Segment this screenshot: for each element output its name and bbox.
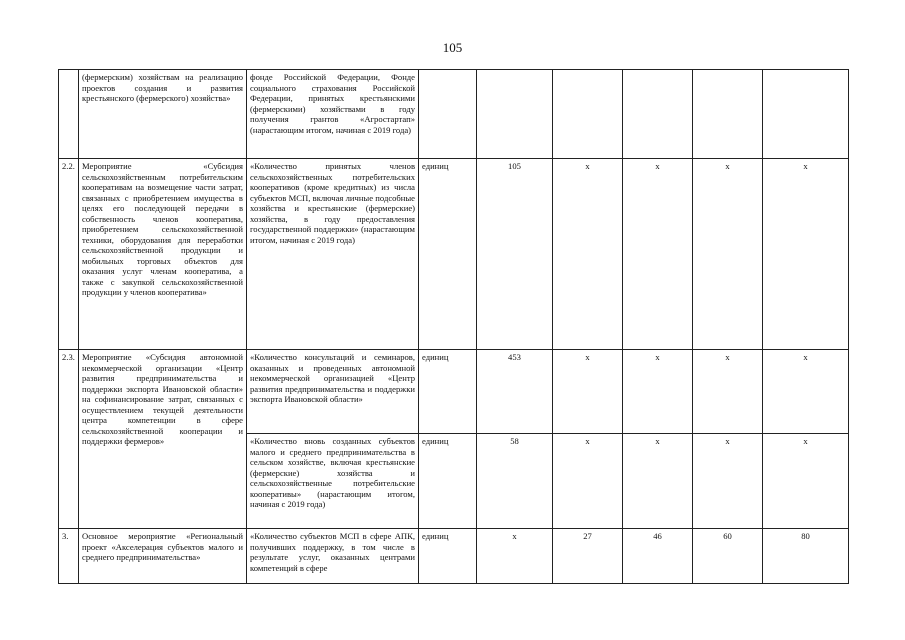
event-cell: Основное мероприятие «Региональный проект «Акселерация субъектов малого и среднего предпринимательства»	[79, 529, 247, 584]
row-number: 2.2.	[59, 159, 79, 350]
value-cell: 105	[477, 159, 553, 350]
value-cell: 453	[477, 350, 553, 434]
page-number: 105	[442, 40, 463, 55]
value-cell: х	[693, 159, 763, 350]
value-cell: х	[763, 159, 849, 350]
event-cell: (фермерским) хозяйствам на реализацию проектов создания и развития крестьянского (фермерского) хозяйства»	[79, 70, 247, 159]
value-cell: х	[763, 350, 849, 434]
value-cell: 80	[763, 529, 849, 584]
value-cell: х	[623, 434, 693, 529]
value-cell: х	[693, 350, 763, 434]
value-cell: х	[477, 529, 553, 584]
value-cell	[553, 70, 623, 159]
value-cell: 60	[693, 529, 763, 584]
value-cell	[477, 70, 553, 159]
value-cell	[763, 70, 849, 159]
unit-cell: единиц	[419, 350, 477, 434]
value-cell: х	[623, 159, 693, 350]
table-row	[59, 529, 849, 584]
event-cell: Мероприятие «Субсидия автономной некоммерческой организации «Центр развития предпринимательства и поддержки экспорта Ивановской области» на софинансирование затрат, связанных с осуществлением текущей деятельности центра компетенции в сфере сельскохозяйственной кооперации и поддержки фермеров»	[79, 350, 247, 529]
table-row	[59, 350, 849, 434]
unit-cell: единиц	[419, 529, 477, 584]
table-row	[59, 70, 849, 159]
value-cell: х	[553, 159, 623, 350]
unit-cell	[419, 70, 477, 159]
event-cell: Мероприятие «Субсидия сельскохозяйственным потребительским кооперативам на возмещение части затрат, связанных с приобретением имущества в целях его последующей передачи в собственность членов кооператива, приобретением сельскохозяйственной техники, оборудования для переработки сельскохозяйственной продукции и мобильных торговых объектов для оказания услуг членам кооператива, а также с закупкой сельскохозяйственной продукции у членов кооператива»	[79, 159, 247, 350]
indicators-table	[58, 69, 849, 584]
unit-cell: единиц	[419, 159, 477, 350]
unit-cell: единиц	[419, 434, 477, 529]
value-cell: х	[623, 350, 693, 434]
indicator-cell: «Количество вновь созданных субъектов малого и среднего предпринимательства в сельском хозяйстве, включая крестьянские (фермерские) хозяйства и сельскохозяйственные потребительские кооперативы» (нарастающим итогом, начиная с 2019 года)	[247, 434, 419, 529]
row-number: 2.3.	[59, 350, 79, 529]
table-row	[59, 159, 849, 350]
value-cell: 27	[553, 529, 623, 584]
row-number: 3.	[59, 529, 79, 584]
value-cell	[623, 70, 693, 159]
value-cell	[693, 70, 763, 159]
indicator-cell: «Количество субъектов МСП в сфере АПК, получивших поддержку, в том числе в результате услуг, оказанных центрами компетенций в сфере	[247, 529, 419, 584]
value-cell: х	[553, 434, 623, 529]
value-cell: х	[693, 434, 763, 529]
row-number	[59, 70, 79, 159]
value-cell: 58	[477, 434, 553, 529]
value-cell: 46	[623, 529, 693, 584]
indicator-cell: фонде Российской Федерации, Фонде социального страхования Российской Федерации, принятых крестьянскими (фермерскими) хозяйствами в году получения грантов «Агростартап» (нарастающим итогом, начиная с 2019 года)	[247, 70, 419, 159]
indicator-cell: «Количество принятых членов сельскохозяйственных потребительских кооперативов (кроме кредитных) из числа субъектов МСП, включая личные подсобные хозяйства и крестьянские (фермерские) хозяйства, в году предоставления государственной поддержки» (нарастающим итогом, начиная с 2019 года)	[247, 159, 419, 350]
value-cell: х	[763, 434, 849, 529]
value-cell: х	[553, 350, 623, 434]
indicator-cell: «Количество консультаций и семинаров, оказанных и проведенных автономной некоммерческой организацией «Центр развития предпринимательства и поддержки экспорта Ивановской области»	[247, 350, 419, 434]
